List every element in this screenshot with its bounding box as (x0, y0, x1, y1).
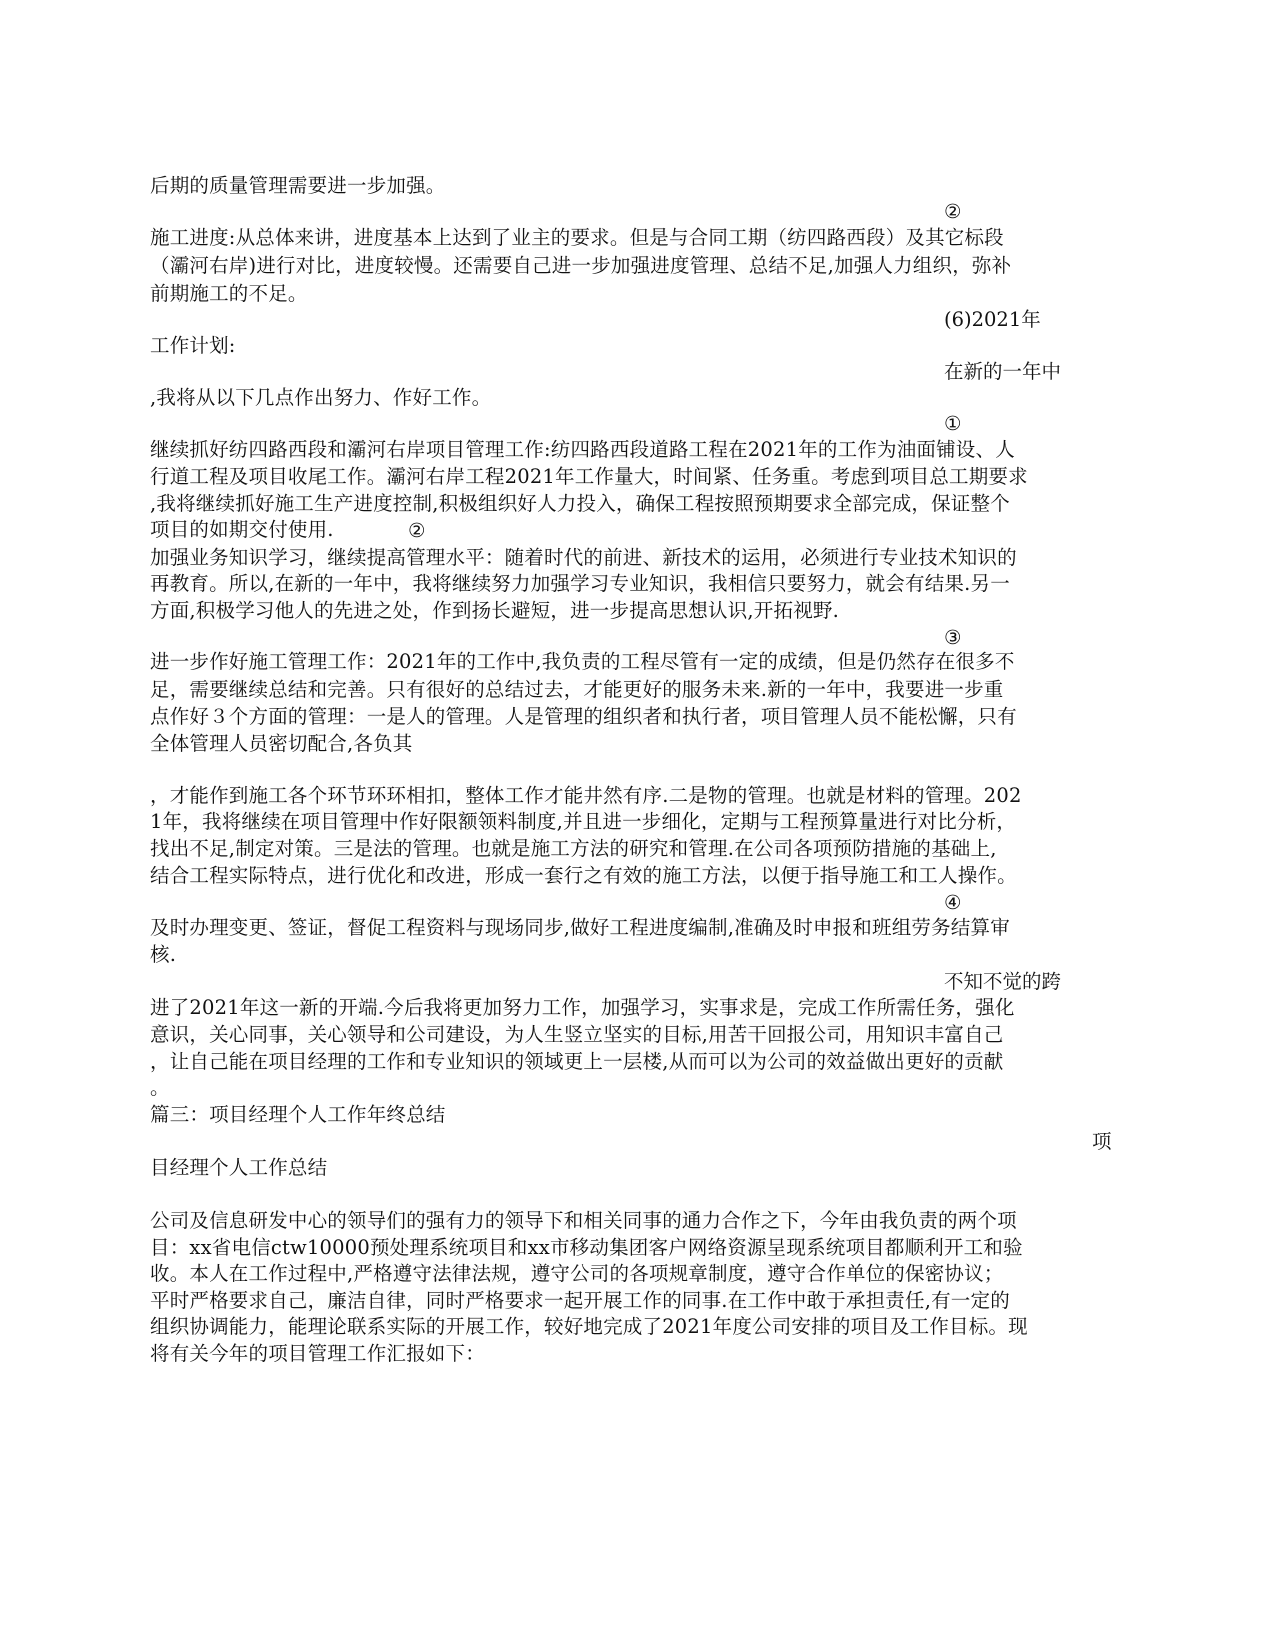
text-line: 行道工程及项目收尾工作。灞河右岸工程2021年工作量大，时间紧、任务重。考虑到项目总工期要求 (150, 465, 1028, 488)
text-line: 进了2021年这一新的开端.今后我将更加努力工作，加强学习，实事求是，完成工作所需任务，强化 (150, 996, 1015, 1019)
text-line: 加强业务知识学习，继续提高管理水平：随着时代的前进、新技术的运用，必须进行专业技术知识的 (150, 546, 1017, 569)
text-line: 足，需要继续总结和完善。只有很好的总结过去，才能更好的服务未来.新的一年中，我要进一步重 (150, 678, 1004, 701)
text-line: ，才能作到施工各个环节环环相扣，整体工作才能井然有序.二是物的管理。也就是材料的管理。202 (150, 784, 1022, 807)
circled-number: ① (944, 412, 962, 435)
text-line: 及时办理变更、签证，督促工程资料与现场同步,做好工程进度编制,准确及时申报和班组劳务结算审 (150, 916, 1010, 939)
text-line: 全体管理人员密切配合,各负其 (150, 732, 413, 755)
text-line: 进一步作好施工管理工作：2021年的工作中,我负责的工程尽管有一定的成绩，但是仍然存在很多不 (150, 650, 1015, 673)
text-line: ,我将继续抓好施工生产进度控制,积极组织好人力投入，确保工程按照预期要求全部完成，保证整个 (150, 492, 1010, 515)
circled-number: ② (408, 519, 426, 542)
text-line: 再教育。所以,在新的一年中，我将继续努力加强学习专业知识，我相信只要努力，就会有结果.另一 (150, 572, 1010, 595)
text-line: 将有关今年的项目管理工作汇报如下： (150, 1342, 485, 1365)
text-fragment: 不知不觉的跨 (944, 970, 1062, 993)
circled-number: ② (944, 200, 962, 223)
text-line: 后期的质量管理需要进一步加强。 (150, 174, 446, 197)
text-line: 。 (150, 1076, 170, 1099)
text-line: 前期施工的不足。 (150, 282, 308, 305)
text-line: 方面,积极学习他人的先进之处，作到扬长避短，进一步提高思想认识,开拓视野. (150, 599, 839, 622)
text-line: 目经理个人工作总结 (150, 1156, 328, 1179)
text-line: 项目的如期交付使用. (150, 518, 334, 541)
circled-number: ③ (944, 626, 962, 649)
text-fragment: 在新的一年中 (944, 360, 1062, 383)
text-line: 工作计划: (150, 334, 236, 357)
section-number: (6)2021年 (944, 308, 1041, 331)
text-line: 收。本人在工作过程中,严格遵守法律法规，遵守公司的各项规章制度，遵守合作单位的保密协议； (150, 1262, 1004, 1285)
text-line: 核. (150, 943, 177, 966)
text-line: （灞河右岸)进行对比，进度较慢。还需要自己进一步加强进度管理、总结不足,加强人力组织，弥补 (150, 254, 1012, 277)
text-line: 结合工程实际特点，进行优化和改进，形成一套行之有效的施工方法，以便于指导施工和工人操作。 (150, 864, 1017, 887)
circled-number: ④ (944, 891, 962, 914)
text-fragment: 项 (1092, 1130, 1112, 1153)
section-heading: 篇三：项目经理个人工作年终总结 (150, 1103, 446, 1126)
text-line: 意识，关心同事，关心领导和公司建设，为人生竖立坚实的目标,用苦干回报公司，用知识丰富自己 (150, 1023, 1004, 1046)
text-line: 目：xx省电信ctw10000预处理系统项目和xx市移动集团客户网络资源呈现系统项目都顺利开工和验 (150, 1236, 1023, 1259)
text-line: 平时严格要求自己，廉洁自律，同时严格要求一起开展工作的同事.在工作中敢于承担责任,有一定的 (150, 1289, 1010, 1312)
text-line: 组织协调能力，能理论联系实际的开展工作，较好地完成了2021年度公司安排的项目及工作目标。现 (150, 1315, 1028, 1338)
text-line: 继续抓好纺四路西段和灞河右岸项目管理工作:纺四路西段道路工程在2021年的工作为油面铺设、人 (150, 438, 1015, 461)
text-line: 1年，我将继续在项目管理中作好限额领料制度,并且进一步细化，定期与工程预算量进行对比分析， (150, 810, 1017, 833)
text-line: ,我将从以下几点作出努力、作好工作。 (150, 386, 492, 409)
text-line: 找出不足,制定对策。三是法的管理。也就是施工方法的研究和管理.在公司各项预防措施的基础上, (150, 837, 997, 860)
text-line: 施工进度:从总体来讲，进度基本上达到了业主的要求。但是与合同工期（纺四路西段）及其它标段 (150, 226, 1004, 249)
text-line: 点作好３个方面的管理：一是人的管理。人是管理的组织者和执行者，项目管理人员不能松懈，只有 (150, 705, 1017, 728)
text-line: 公司及信息研发中心的领导们的强有力的领导下和相关同事的通力合作之下，今年由我负责的两个项 (150, 1209, 1017, 1232)
text-line: ，让自己能在项目经理的工作和专业知识的领域更上一层楼,从而可以为公司的效益做出更好的贡献 (150, 1050, 1004, 1073)
